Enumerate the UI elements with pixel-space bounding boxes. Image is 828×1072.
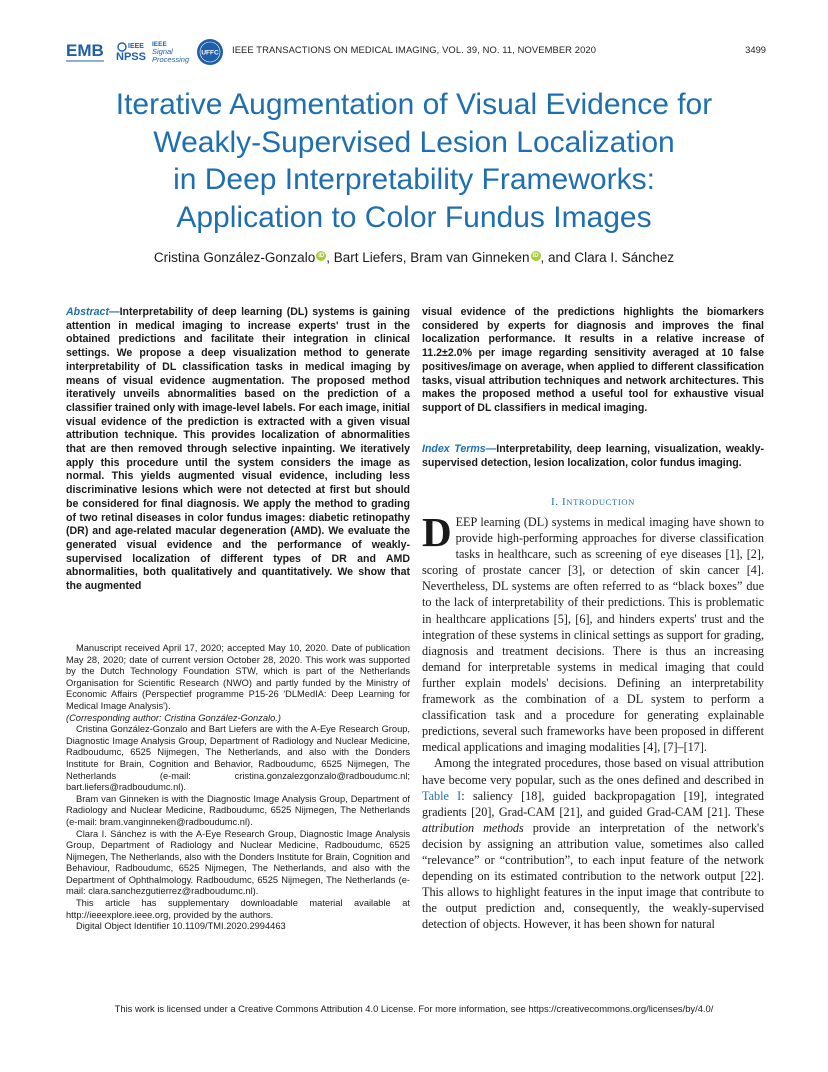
- paragraph-text: provide an interpretation of the network's decision by assigning an attribution value, sometimes also called “relevance” or “contribution”, to each input feature of the network depending on its estimated contribution to the network output [22]. This allows to highlight features in the input image that contribute to the output prediction and, consequently, the weakly-supervised detection of objects. However, it has been shown for natural: [422, 820, 764, 932]
- sps-logo-small: IEEE: [152, 41, 167, 48]
- table-reference-link[interactable]: Table I: [422, 788, 462, 803]
- author-name: , and Clara I. Sánchez: [540, 250, 675, 265]
- section-heading: [422, 496, 764, 508]
- footnote-doi: Digital Object Identifier 10.1109/TMI.2020.2994463: [76, 921, 286, 932]
- footnote-supplementary: This article has supplementary downloadable material available at http://ieeexplore.ieee.org, provided by the authors.: [66, 898, 410, 920]
- paper-title: [40, 86, 788, 236]
- paragraph-text: EEP learning (DL) systems in medical imaging have shown to provide high-performing approaches for diverse classification tasks in healthcare, such as screening of eye diseases [1], [2], scoring of prostate cancer [3], or detection of skin cancer [4]. Nevertheless, DL systems are often referred to as “black boxes” due to the lack of interpretability of their predictions. This is problematic in healthcare applications [5], [6], and hinders experts' trust and the integration of these systems in clinical settings as support for grading, diagnosis and treatment decisions. There is thus an increasing demand for interpretable systems in medical imaging that could further explain models' decisions. Defining an interpretability framework as the combination of a DL system to perform a classification task and a procedure for generating explainable predictions, several such frameworks have been proposed in different medical applications and imaging modalities [4], [7]–[17].: [422, 515, 764, 755]
- abstract-right: visual evidence of the predictions highlights the biomarkers considered by experts for diagnosis and improves the final localization performance. It results in a relative increase of 11.2±2.0% per image regarding sensitivity averaged at 10 false positives/image on average, when applied to different classification tasks, visual attribution techniques and network architectures. This makes the proposed method a useful tool for exhaustive visual support of DL classifiers in medical imaging.: [422, 306, 764, 414]
- author-name: Cristina González-Gonzalo: [153, 250, 316, 265]
- footnotes: [66, 643, 410, 933]
- paragraph-text: : saliency [18], guided backpropagation [19], integrated gradients [20], Grad-CAM [21], and guided Grad-CAM [21]. These: [422, 788, 765, 819]
- footnote-text: Manuscript received April 17, 2020; accepted May 10, 2020. Date of publication May 28, 2020; date of current version October 28, 2020. This work was supported by the Dutch Technology Foundation STW, which is part of the Netherlands Organisation for Scientific Research (NWO) and partly funded by the Ministry of Economic Affairs (Perspectief programme P15-26 'DLMedIA: Deep Learning for Medical Image Analysis').: [66, 643, 410, 711]
- section-title-rest: NTRODUCTION: [566, 497, 635, 507]
- uffc-logo: [196, 38, 224, 66]
- footnote-affiliation: Bram van Ginneken is with the Diagnostic Image Analysis Group, Department of Radiology and Nuclear Medicine, Radboudumc, 6525 Nijmegen, The Netherlands (e-mail: bram.vanginneken@radboudumc.nl).: [66, 793, 410, 827]
- section-title-cap: I: [562, 496, 567, 508]
- paragraph: [422, 755, 764, 932]
- emb-logo-text: EMB: [66, 41, 104, 60]
- author-name: , Bart Liefers, Bram van Ginneken: [326, 250, 530, 265]
- footnote-affiliation: Cristina González-Gonzalo and Bart Liefers are with the A-Eye Research Group, Diagnostic Image Analysis Group, Department of Radiology and Nuclear Medicine, Radboudumc, 6525 Nijmegen, The Netherlands, and also with the Donders Institute for Brain, Cognition and Behavior, Radboudumc, 6525 Nijmegen, The Netherlands (e-mail: cristina.gonzalezgonzalo@radboudumc.nl; bart.liefers@radboudumc.nl).: [66, 724, 410, 793]
- page-number: 3499: [745, 44, 766, 55]
- emb-logo: [66, 40, 110, 66]
- title-line: Iterative Augmentation of Visual Evidence for: [115, 88, 713, 121]
- abstract-heading: Abstract—: [66, 306, 120, 318]
- license-footer: This work is licensed under a Creative Commons Attribution 4.0 License. For more information, see https://creativecommons.org/licenses/by/4.0/: [114, 1003, 714, 1014]
- drop-cap: D: [422, 509, 452, 555]
- page-header: [66, 38, 766, 68]
- npss-logo-small: IEEE: [128, 43, 144, 50]
- orcid-icon[interactable]: iD: [318, 252, 325, 259]
- uffc-logo-text: UFFC: [201, 49, 219, 57]
- index-terms-text: Interpretability, deep learning, visualization, weakly-supervised detection, lesion localization, color fundus imaging.: [422, 443, 764, 469]
- footnote-affiliation: Clara I. Sánchez is with the A-Eye Research Group, Diagnostic Image Analysis Group, Department of Radiology and Nuclear Medicine, Radboudumc, 6525 Nijmegen, The Netherlands, also with the Donders Institute for Brain, Cognition and Behaviour, Radboudumc, 6525 Nijmegen, The Netherlands, and also with the Department of Ophthalmology. Radboudumc, 6525 Nijmegen, The Netherlands (e-mail: clara.sanchezgutierrez@radboudumc.nl).: [66, 828, 410, 897]
- paragraph-text: Among the integrated procedures, those based on visual attribution have become very popular, such as the ones defined and described in: [422, 756, 764, 787]
- journal-running-header: IEEE TRANSACTIONS ON MEDICAL IMAGING, VOL. 39, NO. 11, NOVEMBER 2020: [232, 44, 597, 55]
- index-terms: [422, 443, 764, 470]
- npss-logo-text: NPSS: [116, 51, 146, 63]
- sps-logo-line-2: Processing: [152, 55, 190, 64]
- paragraph: [422, 509, 764, 755]
- corresponding-author: (Corresponding author: Cristina González-Gonzalo.): [66, 712, 281, 723]
- orcid-icon[interactable]: iD: [532, 252, 539, 259]
- title-line: Application to Color Fundus Images: [176, 200, 652, 234]
- section-number: I.: [551, 496, 563, 508]
- abstract-text: Interpretability of deep learning (DL) systems is gaining attention in medical imaging to increase experts' trust in the obtained predictions and facilitate their integration in clinical settings. We propose a deep visualization method to generate interpretability of DL classification tasks in medical imaging by means of visual evidence augmentation. The proposed method iteratively unveils abnormalities based on the prediction of a classifier trained only with image-level labels. For each image, initial visual evidence of the prediction is extracted with a given visual attribution technique. This provides localization of abnormalities that are then removed through selective inpainting. We iteratively apply this procedure until the system considers the image as normal. This yields augmented visual evidence, including less discriminative lesions which were not detected at first but should be considered for final diagnosis. We apply the method to grading of two retinal diseases in color fundus images: diabetic retinopathy (DR) and age-related macular degeneration (AMD). We evaluate the generated visual evidence and the performance of weakly-supervised localization of different types of DR and AMD abnormalities, both qualitatively and quantitatively. We show that the augmented: [66, 306, 410, 593]
- abstract-left: [66, 306, 410, 594]
- author-list: [40, 250, 788, 265]
- title-line: in Deep Interpretability Frameworks:: [173, 163, 655, 196]
- title-line: Weakly-Supervised Lesion Localization: [153, 125, 675, 159]
- sps-logo-line-1: Signal: [152, 47, 173, 56]
- introduction-text: [422, 509, 765, 932]
- signal-processing-logo: [152, 38, 192, 66]
- footnote-manuscript: [66, 643, 410, 724]
- emphasis-text: attribution methods: [422, 820, 524, 835]
- index-terms-heading: Index Terms—: [422, 443, 497, 455]
